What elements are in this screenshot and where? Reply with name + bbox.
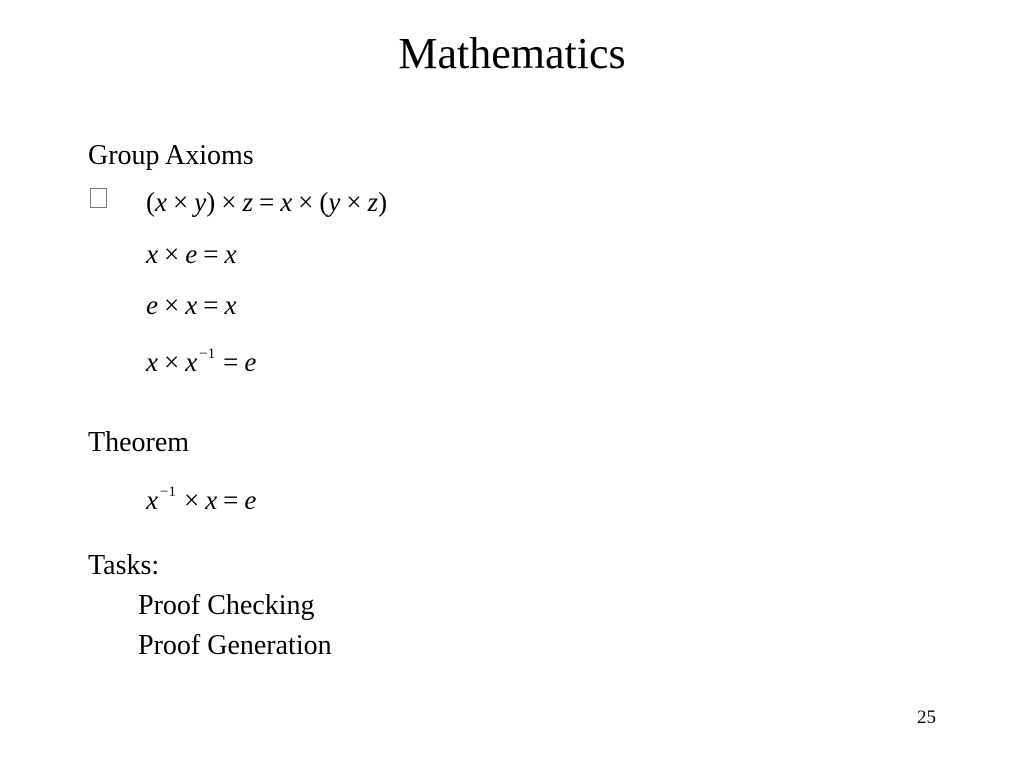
symbol-x: x	[205, 485, 218, 515]
symbol-lparen: (	[146, 187, 155, 217]
symbol-equals: =	[203, 239, 219, 269]
symbol-times: ×	[163, 239, 180, 269]
symbol-e: e	[146, 290, 158, 320]
symbol-times: ×	[163, 290, 180, 320]
symbol-x: x	[185, 347, 198, 377]
symbol-equals: =	[223, 347, 239, 377]
symbol-inverse-exponent: −1	[159, 484, 176, 500]
axiom-left-identity	[146, 289, 236, 321]
symbol-y: y	[328, 187, 341, 217]
symbol-times: ×	[172, 187, 189, 217]
symbol-y: y	[194, 187, 207, 217]
symbol-lparen: (	[319, 187, 329, 217]
slide-title: Mathematics	[398, 29, 626, 78]
symbol-x: x	[224, 290, 237, 320]
axiom-right-identity	[146, 238, 236, 270]
task-item-proof-generation: Proof Generation	[138, 630, 332, 661]
symbol-e: e	[244, 485, 257, 515]
task-item-proof-checking: Proof Checking	[138, 590, 315, 621]
axiom-right-inverse	[146, 346, 256, 378]
symbol-rparen: )	[378, 187, 388, 217]
symbol-x: x	[146, 239, 158, 269]
axiom-associativity	[146, 186, 387, 218]
symbol-x: x	[224, 239, 237, 269]
symbol-equals: =	[258, 187, 275, 217]
symbol-e: e	[185, 239, 198, 269]
symbol-x: x	[155, 187, 167, 217]
symbol-x: x	[146, 485, 158, 515]
group-axioms-label: Group Axioms	[88, 140, 254, 171]
symbol-times: ×	[298, 187, 314, 217]
symbol-inverse-exponent: −1	[199, 346, 216, 362]
symbol-e: e	[244, 347, 257, 377]
bullet-placeholder-icon	[90, 188, 107, 208]
symbol-rparen: )	[206, 187, 216, 217]
symbol-times: ×	[346, 187, 362, 217]
symbol-equals: =	[203, 290, 219, 320]
symbol-times: ×	[163, 347, 180, 377]
symbol-z: z	[242, 187, 253, 217]
symbol-x: x	[185, 290, 198, 320]
symbol-x: x	[146, 347, 158, 377]
symbol-x: x	[280, 187, 293, 217]
symbol-times: ×	[221, 187, 237, 217]
theorem-label: Theorem	[88, 427, 190, 458]
tasks-label: Tasks:	[88, 550, 160, 581]
symbol-times: ×	[183, 485, 200, 515]
symbol-equals: =	[223, 485, 239, 515]
page-number: 25	[917, 707, 936, 728]
theorem-left-inverse	[146, 484, 256, 516]
symbol-z: z	[367, 187, 379, 217]
